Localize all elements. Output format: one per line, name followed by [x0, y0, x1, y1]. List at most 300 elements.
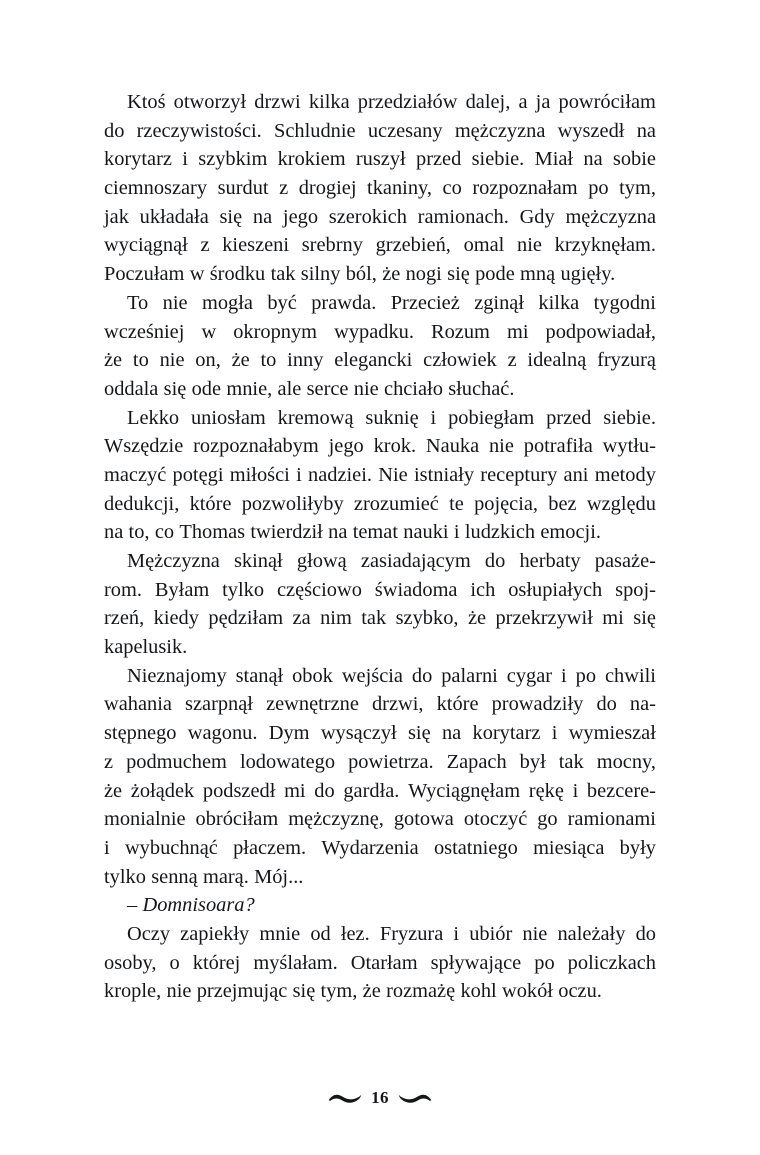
word: spoj- — [615, 578, 656, 601]
word: nie — [353, 377, 379, 400]
wavy-swash-dash-icon — [398, 1091, 432, 1105]
word: się — [219, 205, 243, 228]
word: pode — [475, 263, 515, 286]
paragraph — [104, 547, 656, 662]
word: wysączył — [320, 722, 397, 745]
word: prowadziły — [491, 693, 584, 716]
word: miesiąca — [533, 836, 605, 859]
word: grzebień, — [375, 234, 451, 257]
word: mi — [284, 779, 306, 802]
word: częściowo — [276, 578, 362, 601]
word: spływające — [430, 951, 522, 974]
word: ciemnoszary — [104, 177, 208, 200]
word: Domnisoara? — [142, 894, 255, 917]
text-line — [104, 231, 656, 260]
word: palarni — [441, 664, 498, 687]
word: kapelusik. — [104, 636, 188, 659]
word: po — [534, 951, 555, 974]
paragraph — [104, 891, 656, 920]
word: korytarz — [472, 722, 541, 745]
word: mi — [506, 320, 529, 343]
text-line — [104, 690, 656, 719]
word: uczesany — [367, 119, 443, 142]
word: jego — [328, 435, 364, 458]
word: gardła. — [343, 779, 400, 802]
word: osoby, — [104, 951, 157, 974]
paragraph — [104, 404, 656, 547]
word: powróciłam — [558, 91, 656, 113]
text-line — [104, 346, 656, 375]
word: ruszył — [355, 148, 406, 171]
word: go — [537, 808, 558, 831]
text-line — [104, 748, 656, 777]
word: i — [551, 722, 558, 745]
word: wytłu- — [602, 435, 656, 458]
text-line — [104, 977, 656, 1006]
word: głową — [296, 550, 347, 572]
paragraph — [104, 289, 656, 404]
word: słuchać. — [448, 377, 515, 400]
word: otworzył — [173, 91, 247, 113]
word: dedukcji, — [104, 492, 180, 515]
word: wokół — [502, 980, 553, 1003]
word: do — [314, 779, 335, 802]
text-line — [104, 662, 656, 691]
word: stępnego — [104, 722, 177, 745]
word: wcześniej — [104, 320, 185, 343]
word: bezcere- — [586, 779, 656, 802]
word: i — [561, 664, 567, 687]
word: na — [252, 205, 273, 228]
word: na — [583, 148, 603, 171]
word: szybkim — [198, 148, 268, 171]
word: ból, — [345, 263, 377, 286]
text-line — [104, 777, 656, 806]
word: nie — [162, 291, 188, 314]
word: przejmując — [196, 980, 288, 1003]
word: obok — [292, 664, 333, 687]
word: Thomas — [179, 521, 246, 544]
word: do — [484, 550, 506, 572]
word: Mężczyzna — [127, 550, 220, 572]
word: metody — [594, 463, 656, 486]
word: że — [104, 349, 123, 372]
word: nie — [166, 980, 192, 1003]
word: emocji. — [540, 521, 601, 544]
text-line — [104, 375, 656, 404]
word: Wszędzie — [104, 435, 184, 458]
word: jego — [282, 205, 319, 228]
text-line — [104, 604, 656, 633]
word: kiedy — [153, 607, 199, 630]
word: Gdy — [519, 205, 555, 228]
word: za — [292, 607, 311, 630]
paragraph — [104, 662, 656, 892]
word: istniały — [413, 463, 475, 486]
text-line — [104, 88, 656, 117]
word: że — [231, 349, 250, 372]
word: nauki — [403, 521, 449, 544]
word: osłupiałych — [508, 578, 603, 601]
word: srebrny — [301, 234, 363, 257]
word: być — [267, 291, 297, 314]
word: krzyknęłam. — [554, 234, 656, 257]
word: które — [189, 492, 232, 515]
word: ramionami — [567, 808, 656, 831]
word: wahania — [104, 693, 172, 716]
word: po — [575, 664, 597, 687]
word: suknię — [365, 406, 419, 429]
word: mężczyzna — [565, 205, 656, 228]
word: pozwoliłyby — [241, 492, 344, 515]
word: uniosłam — [190, 406, 266, 429]
word: stanął — [235, 664, 284, 687]
text-line — [104, 891, 656, 920]
word: silny — [300, 263, 341, 286]
word: na — [104, 521, 124, 544]
word: i — [104, 836, 110, 859]
word: mogła — [201, 291, 253, 314]
word: bez — [548, 492, 577, 515]
word: drzwi — [254, 91, 301, 113]
word: ale — [277, 377, 302, 400]
text-line — [104, 260, 656, 289]
word: Fryzura — [379, 922, 444, 945]
word: szybko, — [395, 607, 459, 630]
word: okropnym — [233, 320, 318, 343]
word: Wyciągnęłam — [408, 779, 521, 802]
word: temat — [352, 521, 398, 544]
word: Nie — [378, 463, 408, 486]
word: ubiór — [469, 922, 513, 945]
text-line — [104, 805, 656, 834]
word: nim — [320, 607, 352, 630]
word: były — [619, 836, 656, 859]
word: środku — [209, 263, 266, 286]
word: i — [430, 406, 437, 429]
word: chciało — [384, 377, 443, 400]
word: że — [467, 607, 487, 630]
word: rozmażę — [386, 980, 456, 1003]
word: siebie. — [471, 148, 525, 171]
word: myślałam. — [253, 951, 338, 974]
word: zrozumieć — [353, 492, 439, 515]
word: przed — [546, 406, 592, 429]
word: wymieszał — [568, 722, 656, 745]
word: jak — [104, 205, 129, 228]
text-line — [104, 576, 656, 605]
text-line — [104, 117, 656, 146]
word: korytarz — [104, 148, 172, 171]
word: nie — [159, 349, 185, 372]
word: pojęcia, — [474, 492, 539, 515]
text-line — [104, 863, 656, 892]
word: ich — [470, 578, 496, 601]
word: kremową — [277, 406, 354, 429]
word: zginął — [474, 291, 525, 314]
word: dalej, — [465, 91, 511, 113]
word: zapiekły — [180, 922, 250, 945]
word: krok. — [373, 435, 417, 458]
text-line — [104, 920, 656, 949]
word: omal — [463, 234, 505, 257]
word: nie — [488, 435, 514, 458]
word: kilka — [308, 91, 350, 113]
word: monialnie — [104, 808, 186, 831]
word: się — [633, 607, 656, 630]
text-line — [104, 461, 656, 490]
word: której — [192, 951, 241, 974]
word: że — [362, 980, 381, 1003]
word: tygodni — [593, 291, 656, 314]
word: podpowiadał, — [545, 320, 656, 343]
word: na — [636, 119, 656, 142]
word: fryzurą — [597, 349, 656, 372]
word: z — [507, 349, 517, 372]
word: z — [279, 177, 289, 200]
word: rom. — [104, 578, 142, 601]
word: prawda. — [311, 291, 377, 314]
word: świadoma — [374, 578, 458, 601]
word: wejścia — [341, 664, 403, 687]
word: do — [635, 922, 656, 945]
word: wybuchnąć — [124, 836, 218, 859]
word: po — [588, 177, 609, 200]
word: to — [260, 349, 277, 372]
text-line — [104, 145, 656, 174]
word: sobie — [612, 148, 656, 171]
word: przedziałów — [357, 91, 458, 113]
word: wagonu. — [187, 722, 258, 745]
word: oddala — [104, 377, 159, 400]
word: Poczułam — [104, 263, 185, 286]
word: się — [292, 980, 316, 1003]
word: które — [436, 693, 479, 716]
word: się — [447, 263, 470, 286]
text-line — [104, 518, 656, 547]
word: receptury — [480, 463, 558, 486]
word: rzeń, — [104, 607, 145, 630]
word: tylko — [104, 865, 146, 888]
word: nadziei. — [308, 463, 372, 486]
word: należały — [557, 922, 626, 945]
word: Otarłam — [350, 951, 418, 974]
word: był — [519, 750, 546, 773]
word: mnie — [259, 922, 301, 945]
word: Przecież — [390, 291, 460, 314]
word: surdut — [217, 177, 269, 200]
word: twierdził — [250, 521, 323, 544]
word: Mój... — [254, 865, 304, 888]
word: mną — [520, 263, 556, 286]
word: ani — [563, 463, 589, 486]
word: wypadku. — [334, 320, 414, 343]
word: co — [154, 521, 175, 544]
word: nogi — [405, 263, 442, 286]
word: o — [169, 951, 180, 974]
word: inny — [287, 349, 324, 372]
word: maczyć — [104, 463, 167, 486]
word: to — [132, 349, 149, 372]
word: mężczyznę, — [288, 808, 384, 831]
word: nie — [522, 922, 548, 945]
word: i — [572, 779, 579, 802]
word: pędziłam — [208, 607, 284, 630]
word: lodowatego — [239, 750, 336, 773]
wavy-swash-dash-icon — [328, 1091, 362, 1105]
word: chwili — [604, 664, 656, 687]
text-line — [104, 547, 656, 576]
word: przed — [416, 148, 462, 171]
word: pasaże- — [594, 550, 656, 572]
text-line — [104, 719, 656, 748]
word: – — [127, 894, 138, 917]
word: na — [441, 722, 462, 745]
word: mocny, — [596, 750, 656, 773]
word: od — [310, 922, 331, 945]
word: otoczyć — [463, 808, 528, 831]
text-line — [104, 949, 656, 978]
word: płaczem. — [233, 836, 307, 859]
word: krokiem — [277, 148, 346, 171]
word: senną — [151, 865, 198, 888]
word: i — [182, 148, 188, 171]
word: Schludnie — [274, 119, 356, 142]
word: rzeczywistości. — [136, 119, 262, 142]
word: co — [442, 177, 462, 200]
word: tylko — [222, 578, 265, 601]
word: żołądek — [130, 779, 195, 802]
text-line — [104, 490, 656, 519]
word: drzwi, — [371, 693, 424, 716]
word: Lekko — [127, 406, 180, 429]
word: rozpoznałam — [472, 177, 578, 200]
word: i — [296, 463, 302, 486]
word: ludzkich — [464, 521, 536, 544]
word: tkaniny, — [367, 177, 432, 200]
word: obróciłam — [195, 808, 279, 831]
word: to, — [128, 521, 150, 544]
word: kieszeni — [222, 234, 290, 257]
word: krople, — [104, 980, 162, 1003]
word: marą. — [202, 865, 249, 888]
word: Dym — [268, 722, 310, 745]
word: Nauka — [425, 435, 480, 458]
word: te — [449, 492, 464, 515]
word: ostatniego — [433, 836, 518, 859]
word: że — [104, 779, 123, 802]
word: miłości — [229, 463, 290, 486]
word: do — [596, 693, 617, 716]
word: Miał — [534, 148, 574, 171]
word: ja — [535, 91, 551, 113]
word: Wydarzenia — [321, 836, 419, 859]
word: łez. — [340, 922, 370, 945]
word: do — [411, 664, 433, 687]
word: serce — [306, 377, 349, 400]
word: w — [189, 263, 205, 286]
text-line — [104, 174, 656, 203]
word: drogiej — [298, 177, 357, 200]
word: idealną — [527, 349, 587, 372]
word: rozpoznałabym — [193, 435, 319, 458]
page-text-block — [104, 88, 656, 1006]
word: siebie. — [603, 406, 656, 429]
word: ode — [191, 377, 222, 400]
word: tak — [361, 607, 387, 630]
word: skinął — [234, 550, 283, 572]
word: gotowa — [393, 808, 454, 831]
word: wyciągnął — [104, 234, 188, 257]
word: mi — [602, 607, 624, 630]
word: mnie, — [226, 377, 273, 400]
paragraph — [104, 88, 656, 289]
word: pobiegłam — [448, 406, 535, 429]
text-line — [104, 404, 656, 433]
word: tym, — [320, 980, 358, 1003]
word: potęgi — [172, 463, 224, 486]
word: i — [453, 922, 460, 945]
text-line — [104, 633, 656, 662]
text-line — [104, 318, 656, 347]
word: Oczy — [127, 922, 171, 945]
text-line — [104, 289, 656, 318]
word: względu — [586, 492, 656, 515]
word: ugięły. — [560, 263, 616, 286]
word: kilka — [538, 291, 580, 314]
word: Ktoś — [127, 91, 166, 113]
word: Zapach — [446, 750, 507, 773]
word: herbaty — [519, 550, 581, 572]
word: podmuchem — [126, 750, 227, 773]
paragraph — [104, 920, 656, 1006]
word: Byłam — [154, 578, 210, 601]
word: z — [200, 234, 210, 257]
word: powietrza. — [348, 750, 434, 773]
word: cygar — [506, 664, 553, 687]
word: przekrzywił — [495, 607, 593, 630]
word: kohl — [460, 980, 497, 1003]
word: Nieznajomy — [127, 664, 227, 687]
word: elegancki — [334, 349, 413, 372]
word: zasiadającym — [360, 550, 471, 572]
word: To — [127, 291, 149, 314]
word: i — [453, 521, 460, 544]
word: układała — [139, 205, 209, 228]
word: on, — [195, 349, 221, 372]
word: do — [104, 119, 125, 142]
word: się — [163, 377, 187, 400]
word: Rozum — [431, 320, 490, 343]
word: tak — [270, 263, 296, 286]
word: zewnętrzne — [266, 693, 359, 716]
word: szarpnął — [185, 693, 253, 716]
word: tym, — [619, 177, 656, 200]
word: w — [201, 320, 217, 343]
page-folio — [0, 1088, 760, 1108]
word: że — [382, 263, 401, 286]
word: potrafiła — [523, 435, 593, 458]
text-line — [104, 834, 656, 863]
word: wyszedł — [557, 119, 625, 142]
word: ramionach. — [417, 205, 509, 228]
word: mężczyzna — [454, 119, 546, 142]
word: się — [408, 722, 431, 745]
word: na- — [629, 693, 656, 716]
word: rękę — [528, 779, 564, 802]
word: tak — [558, 750, 584, 773]
word: na — [328, 521, 348, 544]
